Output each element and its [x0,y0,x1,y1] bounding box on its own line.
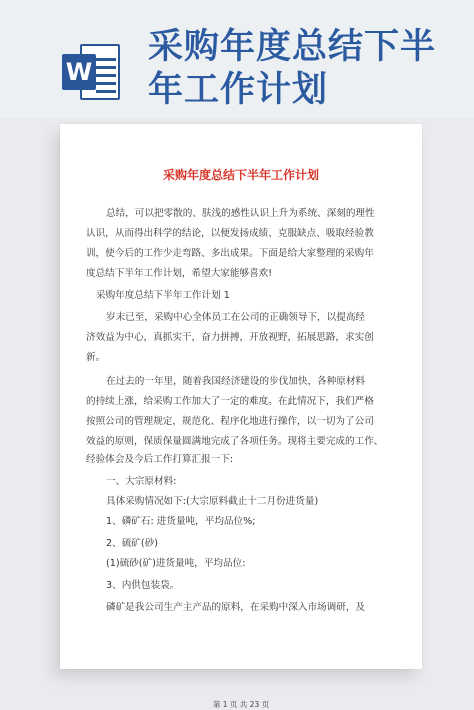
body-line: 度总结下半年工作计划，希望大家能够喜欢! [86,268,273,279]
body-line: 效益的原则，保质保量圆满地完成了各项任务。现将主要完成的工作、 [86,436,384,447]
body-line: 新。 [86,352,106,363]
body-line: 认识，从而得出科学的结论，以便发扬成绩、克服缺点、吸取经验教 [86,228,374,239]
body-line: 2、硫矿(砂) [106,538,158,549]
page-footer: 第 1 页 共 23 页 [212,700,270,709]
body-line: 在过去的一年里，随着我国经济建设的步伐加快，各种原材料 [106,376,366,387]
body-line: 具体采购情况如下:(大宗原料截止十二月份进货量) [106,496,319,507]
body-line: (1)硫砂(矿)进货量吨，平均品位: [106,558,246,569]
document-title: 采购年度总结下半年工作计划 [162,168,319,182]
document-page [60,124,422,709]
body-line: 总结，可以把零散的、肤浅的感性认识上升为系统、深刻的理性 [106,208,375,219]
body-line: 训，使今后的工作少走弯路、多出成果。下面是给大家整理的采购年 [86,248,374,259]
page-title-line-2: 年工作计划 [148,70,329,110]
word-document-icon [62,42,122,104]
header-banner [0,0,474,118]
page-title [148,26,458,112]
section-heading: 采购年度总结下半年工作计划 1 [96,290,230,301]
body-line: 按照公司的管理规定，规范化、程序化地进行操作，以一切为了公司 [86,416,374,427]
body-line: 3、内供包装袋。 [106,580,180,591]
body-line: 岁末已至，采购中心全体员工在公司的正确领导下，以提高经 [106,312,366,323]
body-line: 磷矿是我公司生产主产品的原料，在采购中深入市场调研，及 [106,602,366,613]
body-line: 济效益为中心，真抓实干，奋力拼搏，开放视野，拓展思路，求实创 [86,332,374,343]
page-title-line-1: 采购年度总结下半 [148,27,437,67]
body-line: 的持续上涨，给采购工作加大了一定的难度。在此情况下，我们严格 [86,396,374,407]
body-line: 一、大宗原材料: [106,476,177,487]
word-logo-letter: W [62,54,96,90]
body-line: 经验体会及今后工作打算汇报一下: [86,454,234,465]
body-line: 1、磷矿石: 进货量吨，平均品位%; [106,516,256,527]
